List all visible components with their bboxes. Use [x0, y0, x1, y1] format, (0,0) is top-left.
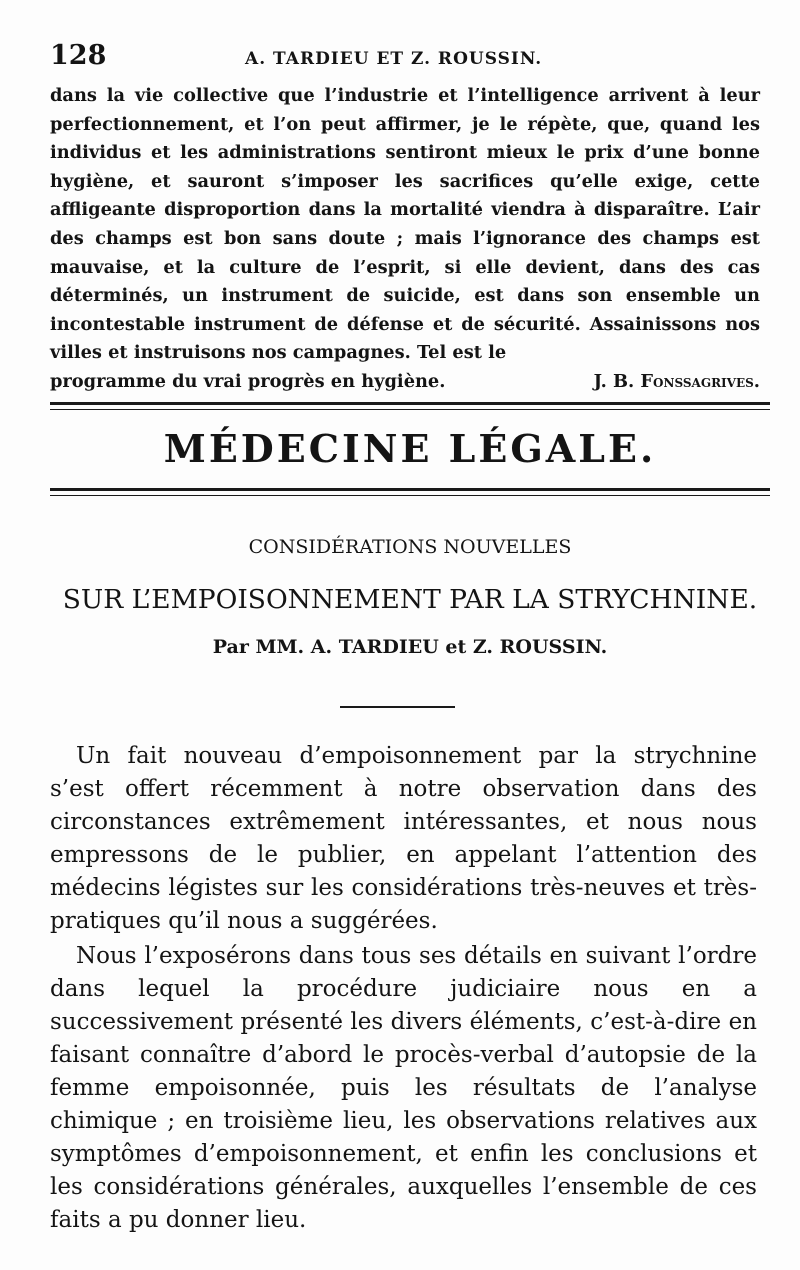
article-body [50, 740, 757, 1237]
section-title: MÉDECINE LÉGALE. [163, 426, 657, 471]
body-paragraph: Nous l’exposérons dans tous ses détails en suivant l’ordre dans lequel la procédure judiciaire nous en a successivement présenté les divers éléments, c’est-à-dire en faisant connaître d’abord le procès-verbal d’autopsie de la femme empoisonnée, puis les résultats de l’analyse chimique ; en troisième lieu, les observations relatives aux symptômes d’empoisonnement, et enfin les conclusions et les considérations générales, auxquelles l’ensemble de ces faits a pu donner lieu. [50, 943, 757, 1233]
running-head [50, 40, 760, 80]
section-rule-bottom [50, 488, 770, 496]
previous-article-body: dans la vie collective que l’industrie et l’intelligence arrivent à leur perfectionnement, et l’on peut affirmer, je le répète, que, quand les individus et les administrations sentiront mieux le prix d’une bonne hygiène, et sauront s’imposer les sacrifices qu’elle exige, cette affligeante disproportion dans la mortalité viendra à disparaître. L’air des champs est bon sans doute ; mais l’ignorance des champs est mauvaise, et la culture de l’esprit, si elle devient, dans des cas déterminés, un instrument de suicide, est dans son ensemble un incontestable instrument de défense et de sécurité. Assainissons nos villes et instruisons nos campagnes. Tel est le [50, 85, 760, 364]
previous-article-text [50, 82, 760, 397]
page-number: 128 [50, 40, 107, 71]
previous-article-last-line: programme du vrai progrès en hygiène. [50, 370, 446, 392]
article-authors: Par MM. A. TARDIEU et Z. ROUSSIN. [212, 636, 608, 658]
article-heading-line2: SUR L’EMPOISONNEMENT PAR LA STRYCHNINE. [62, 584, 758, 615]
author-signature: J. B. Fonssagrives. [593, 370, 760, 392]
body-paragraph: Un fait nouveau d’empoisonnement par la strychnine s’est offert récemment à notre observation dans des circonstances extrêmement intéressantes, et nous nous empressons de le publier, en appelant l’attention des médecins légistes sur les considérations très-neuves et très-pratiques qu’il nous a suggérées. [50, 743, 757, 934]
section-rule-top [50, 402, 770, 410]
signature-line [50, 368, 760, 397]
running-title: A. TARDIEU ET Z. ROUSSIN. [245, 49, 543, 69]
heading-divider [340, 706, 455, 708]
article-heading-line1: CONSIDÉRATIONS NOUVELLES [248, 536, 572, 558]
